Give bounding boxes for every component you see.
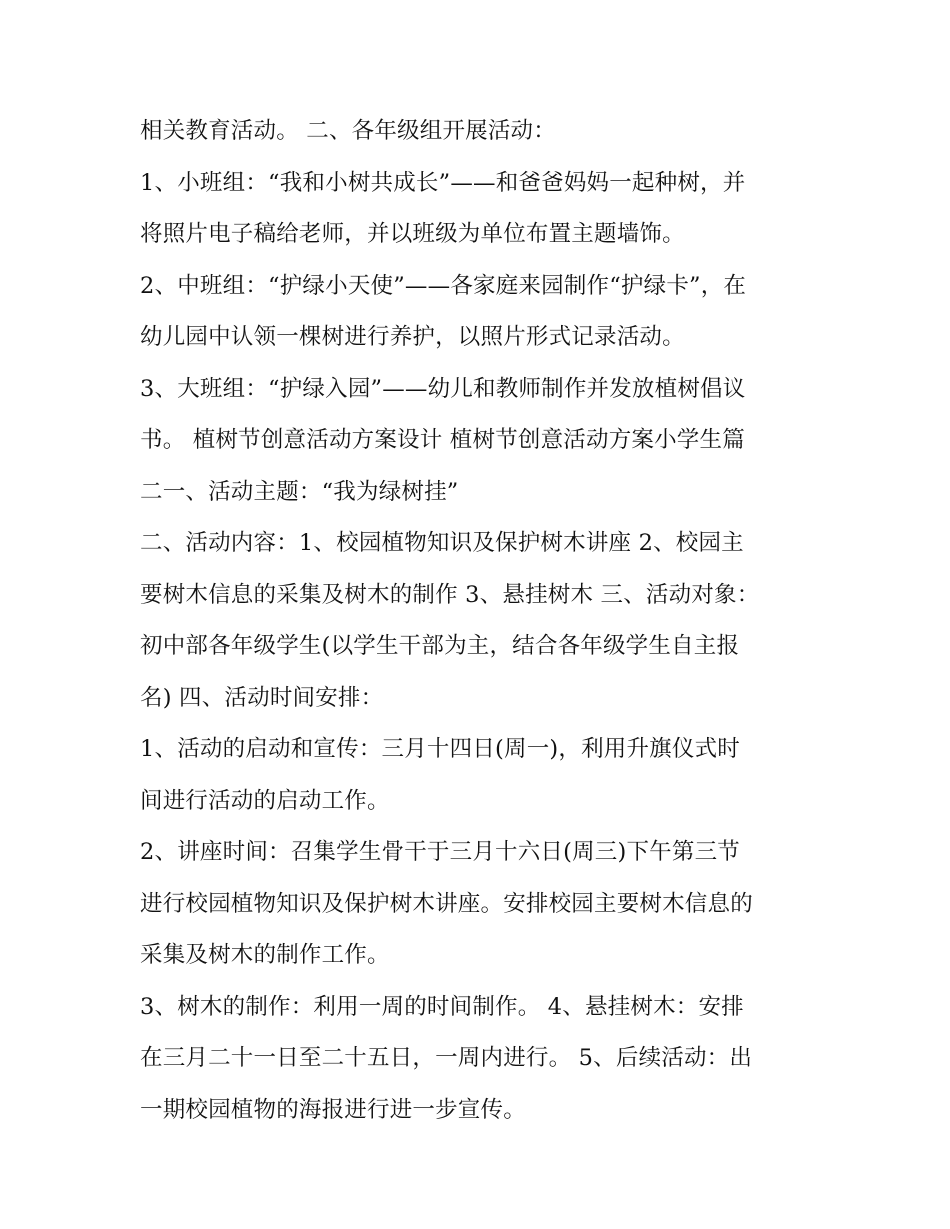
text-line: 3、大班组：“护绿入园”——幼儿和教师制作并发放植树倡议 [140, 375, 746, 402]
text-line: 要树木信息的采集及树木的制作 3、悬挂树木 三、活动对象： [140, 581, 760, 608]
text-line: 二一、活动主题：“我为绿树挂” [140, 478, 459, 505]
text-line: 幼儿园中认领一棵树进行养护，以照片形式记录活动。 [140, 324, 685, 350]
text-line: 相关教育活动。 二、各年级组开展活动： [140, 118, 556, 144]
text-line: 1、活动的启动和宣传：三月十四日(周一)，利用升旗仪式时 [140, 736, 740, 762]
text-line: 2、中班组：“护绿小天使”——各家庭来园制作“护绿卡”，在 [140, 272, 747, 299]
text-line: 2、讲座时间：召集学生骨干于三月十六日(周三)下午第三节 [140, 839, 740, 865]
text-line: 1、小班组：“我和小树共成长”——和爸爸妈妈一起种树，并 [140, 169, 746, 196]
text-line: 进行校园植物知识及保护树木讲座。安排校园主要树木信息的 [140, 890, 753, 917]
text-line: 间进行活动的启动工作。 [140, 787, 390, 814]
text-line: 在三月二十一日至二十五日，一周内进行。 5、后续活动：出 [140, 1045, 753, 1071]
text-line: 一期校园植物的海报进行进一步宣传。 [140, 1096, 526, 1123]
text-line: 书。 植树节创意活动方案设计 植树节创意活动方案小学生篇 [140, 427, 745, 453]
text-line: 将照片电子稿给老师，并以班级为单位布置主题墙饰。 [140, 221, 685, 247]
document-body [140, 106, 830, 1136]
text-line: 初中部各年级学生(以学生干部为主，结合各年级学生自主报 [140, 633, 740, 659]
text-line: 名) 四、活动时间安排： [140, 684, 384, 711]
text-line: 采集及树木的制作工作。 [140, 942, 390, 968]
text-line: 二、活动内容：1、校园植物知识及保护树木讲座 2、校园主 [140, 530, 744, 556]
text-line: 3、树木的制作：利用一周的时间制作。 4、悬挂树木：安排 [140, 993, 744, 1020]
